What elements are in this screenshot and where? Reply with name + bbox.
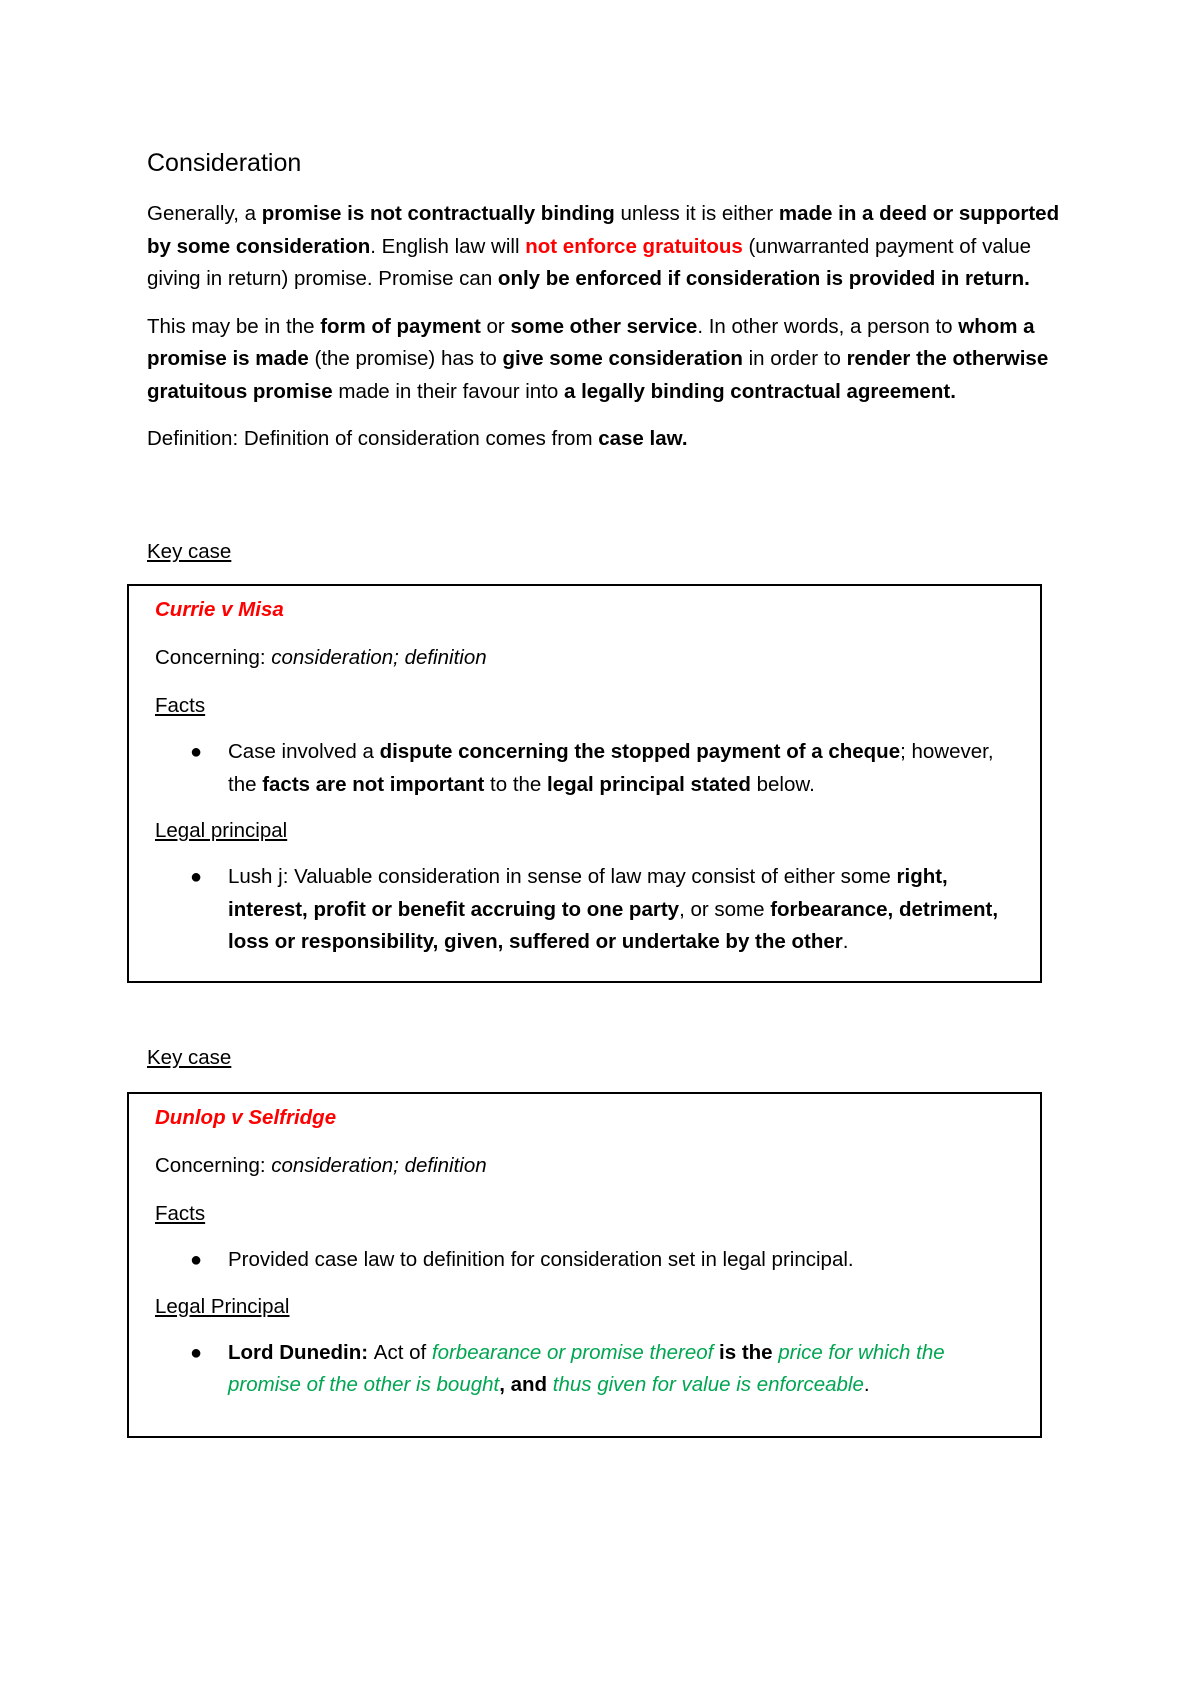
bold-run: forbearance, detriment, loss or responsibility, given, suffered or undertake by the other: [228, 897, 999, 953]
case-concerning: [155, 1150, 1020, 1182]
text-run: in order to: [742, 347, 847, 370]
bold-run: , and: [499, 1373, 553, 1396]
intro-paragraph-3: [147, 423, 1067, 456]
facts-heading: Facts: [155, 694, 206, 717]
legal-heading: Legal Principal: [155, 1294, 290, 1318]
facts-heading: Facts: [155, 1202, 206, 1225]
text-run: This may be in the: [147, 314, 321, 338]
text-run: Act of: [373, 1340, 432, 1364]
case-box-currie-v-misa: [127, 584, 1042, 983]
concerning-value: consideration; definition: [271, 646, 487, 669]
text-run: .: [681, 427, 688, 450]
legal-heading: Legal principal: [155, 819, 288, 842]
intro-paragraph-1: [147, 198, 1067, 296]
text-run: ; however, the: [228, 740, 994, 796]
bold-run: whom a promise is made: [147, 314, 1035, 370]
text-run: or: [480, 314, 511, 338]
text-run: .: [950, 379, 956, 403]
list-item: [190, 1244, 1020, 1277]
text-run: , or some: [679, 897, 771, 921]
legal-list: [155, 1337, 1020, 1402]
red-bold-run: not enforce gratuitous: [525, 234, 743, 258]
concerning-label: Concerning:: [155, 646, 272, 669]
text-run: . English law will: [370, 234, 526, 258]
bold-run: made in a deed or supported by some consideration: [147, 202, 1060, 258]
bold-run: is the: [713, 1340, 779, 1364]
text-run: to the: [484, 772, 548, 796]
text-run: (unwarranted payment of value giving in return) promise. Promise can: [147, 234, 1032, 290]
text-run: Provided case law to definition for consideration set in legal principal.: [228, 1248, 854, 1271]
text-run: unless it is either: [614, 202, 779, 225]
bold-run: legal principal stated: [547, 772, 751, 796]
text-run: .: [1024, 267, 1030, 290]
facts-list: [155, 1244, 1020, 1277]
intro-section: [147, 146, 1067, 471]
bold-run: dispute concerning the stopped payment of a cheque: [379, 740, 901, 763]
list-item: [190, 736, 1020, 801]
text-run: Definition: Definition of consideration comes from: [147, 427, 599, 450]
green-italic-run: price for which the promise of the other is bought: [228, 1340, 945, 1396]
bold-run: give some consideration: [502, 347, 743, 370]
bold-run: form of payment: [320, 314, 481, 338]
case-box-dunlop-v-selfridge: [127, 1092, 1042, 1438]
bold-run: case law: [598, 427, 682, 450]
bold-run: Lord Dunedin:: [228, 1340, 374, 1364]
text-run: .: [842, 930, 849, 953]
list-item: [190, 1337, 1020, 1402]
text-run: below.: [750, 772, 815, 796]
bold-run: facts are not important: [262, 772, 485, 796]
text-run: (the promise) has to: [308, 347, 503, 370]
text-run: Lush j: Valuable consideration in sense of law may consist of either some: [228, 865, 897, 888]
bold-run: promise is not contractually binding: [261, 202, 615, 225]
text-run: .: [863, 1373, 870, 1396]
text-run: made in their favour into: [332, 379, 564, 403]
case-title: Dunlop v Selfridge: [155, 1106, 337, 1129]
bold-run: right, interest, profit or benefit accruing to one party: [228, 865, 948, 921]
bold-run: a legally binding contractual agreement: [564, 379, 951, 403]
page-title: Consideration: [147, 149, 302, 177]
key-case-label-1: Key case: [147, 540, 232, 563]
text-run: Generally, a: [147, 202, 262, 225]
list-item: [190, 861, 1020, 959]
case-concerning: [155, 642, 1020, 674]
bullet-dot-icon: ●: [190, 866, 203, 888]
bullet-dot-icon: ●: [190, 1341, 203, 1364]
bullet-dot-icon: ●: [190, 741, 203, 763]
concerning-label: Concerning:: [155, 1154, 272, 1177]
concerning-value: consideration; definition: [271, 1154, 487, 1177]
facts-list: [155, 736, 1020, 801]
bold-run: render the otherwise gratuitous promise: [147, 347, 1049, 403]
text-run: . In other words, a person to: [697, 314, 959, 338]
bullet-dot-icon: ●: [190, 1249, 203, 1271]
case-title: Currie v Misa: [155, 598, 284, 621]
legal-list: [155, 861, 1020, 959]
green-italic-run: forbearance or promise thereof: [431, 1340, 714, 1364]
bold-run: only be enforced if consideration is provided in return: [497, 267, 1025, 290]
text-run: Case involved a: [228, 740, 380, 763]
bold-run: some other service: [510, 314, 698, 338]
intro-paragraph-2: [147, 311, 1067, 409]
key-case-label-2: Key case: [147, 1046, 232, 1069]
green-italic-run: thus given for value is enforceable: [552, 1373, 864, 1396]
